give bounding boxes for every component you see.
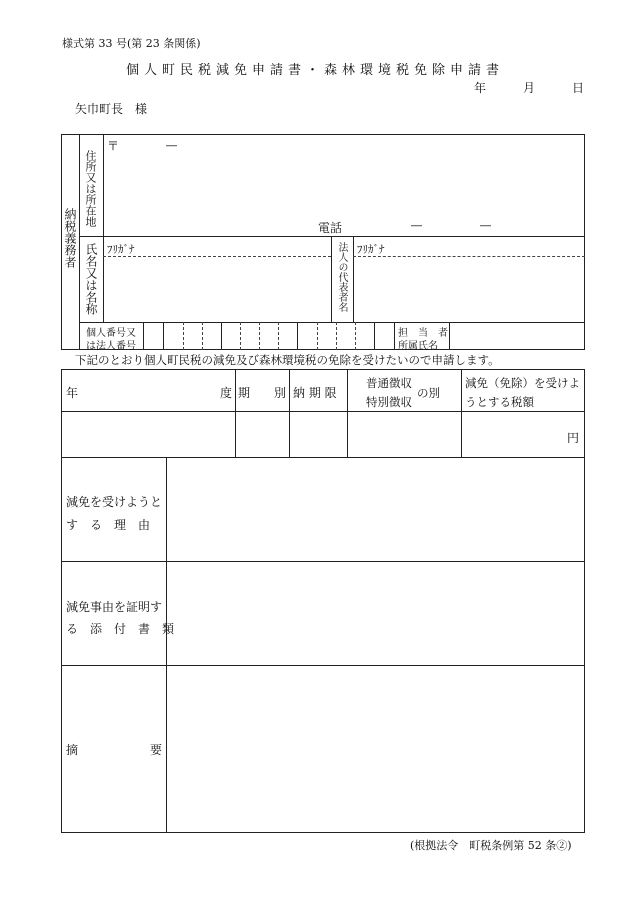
individual-number-field[interactable] (144, 323, 393, 349)
address-label: 住所又は所在地 (84, 150, 97, 227)
staff-label-1: 担 当 者 (398, 328, 448, 339)
reason-label-1: 減免を受けようと (66, 495, 163, 509)
summary-label-right: 要 (150, 743, 163, 757)
due-date-col: 納 期 限 (293, 386, 337, 400)
date-month-label: 月 (522, 81, 535, 95)
application-notice: 下記のとおり個人町民税の減免及び森林環境税の免除を受けたいので申請します。 (75, 353, 500, 367)
staff-name-field[interactable] (450, 323, 583, 349)
addressee: 矢巾町長 様 (75, 102, 148, 116)
reason-field[interactable] (167, 458, 584, 560)
staff-label-2: 所属氏名 (398, 341, 438, 352)
date-year-label: 年 (474, 81, 487, 95)
address-field[interactable] (104, 154, 582, 214)
year-field[interactable] (62, 412, 234, 456)
taxpayer-section-label: 納税義務者 (63, 208, 77, 268)
phone-dash-2: ― (480, 219, 491, 232)
year-col-right: 度 (220, 386, 233, 400)
period-col: 期 別 (238, 386, 287, 400)
furigana-rep-label: ﾌﾘｶﾞﾅ (357, 243, 385, 256)
summary-label-left: 摘 (66, 743, 79, 757)
collection-col-1: 普通徴収 (366, 376, 412, 390)
summary-field[interactable] (167, 666, 584, 832)
date-day-label: 日 (571, 81, 584, 95)
collection-type-field[interactable] (348, 412, 460, 456)
date-line (474, 79, 584, 96)
due-date-field[interactable] (290, 412, 346, 456)
form-number: 様式第 33 号(第 23 条関係) (62, 37, 201, 50)
name-label: 氏名又は名称 (84, 243, 98, 315)
phone-label: 電話 (318, 221, 343, 235)
postal-dash: ― (166, 139, 177, 152)
corp-rep-label: 法人の代表者名 (336, 242, 347, 312)
number-label-2: は法人番号 (86, 341, 136, 352)
form-title: 個人町民税減免申請書・森林環境税免除申請書 (125, 63, 504, 78)
amount-col-2: うとする税額 (465, 395, 534, 409)
amount-col-1: 減免（免除）を受けよ (465, 376, 580, 390)
period-field[interactable] (236, 412, 288, 456)
number-label-1: 個人番号又 (86, 328, 136, 339)
tax-amount-field[interactable] (462, 412, 584, 456)
legal-basis-note: (根拠法令 町税条例第 52 条②) (410, 839, 572, 852)
collection-col-suffix: の別 (417, 386, 440, 400)
furigana-label: ﾌﾘｶﾞﾅ (107, 243, 135, 256)
postal-mark: 〒 (107, 139, 120, 153)
name-field[interactable] (104, 258, 330, 320)
docs-label-1: 減免事由を証明す (66, 600, 163, 614)
collection-col-2: 特別徴収 (366, 395, 412, 409)
yen-unit: 円 (567, 431, 580, 445)
attached-docs-field[interactable] (167, 562, 584, 664)
year-col-left: 年 (66, 386, 79, 400)
reason-label-2: す る 理 由 (66, 518, 151, 532)
phone-dash-1: ― (411, 219, 422, 232)
docs-label-2: る 添 付 書 類 (66, 622, 175, 636)
corp-rep-field[interactable] (354, 258, 582, 320)
